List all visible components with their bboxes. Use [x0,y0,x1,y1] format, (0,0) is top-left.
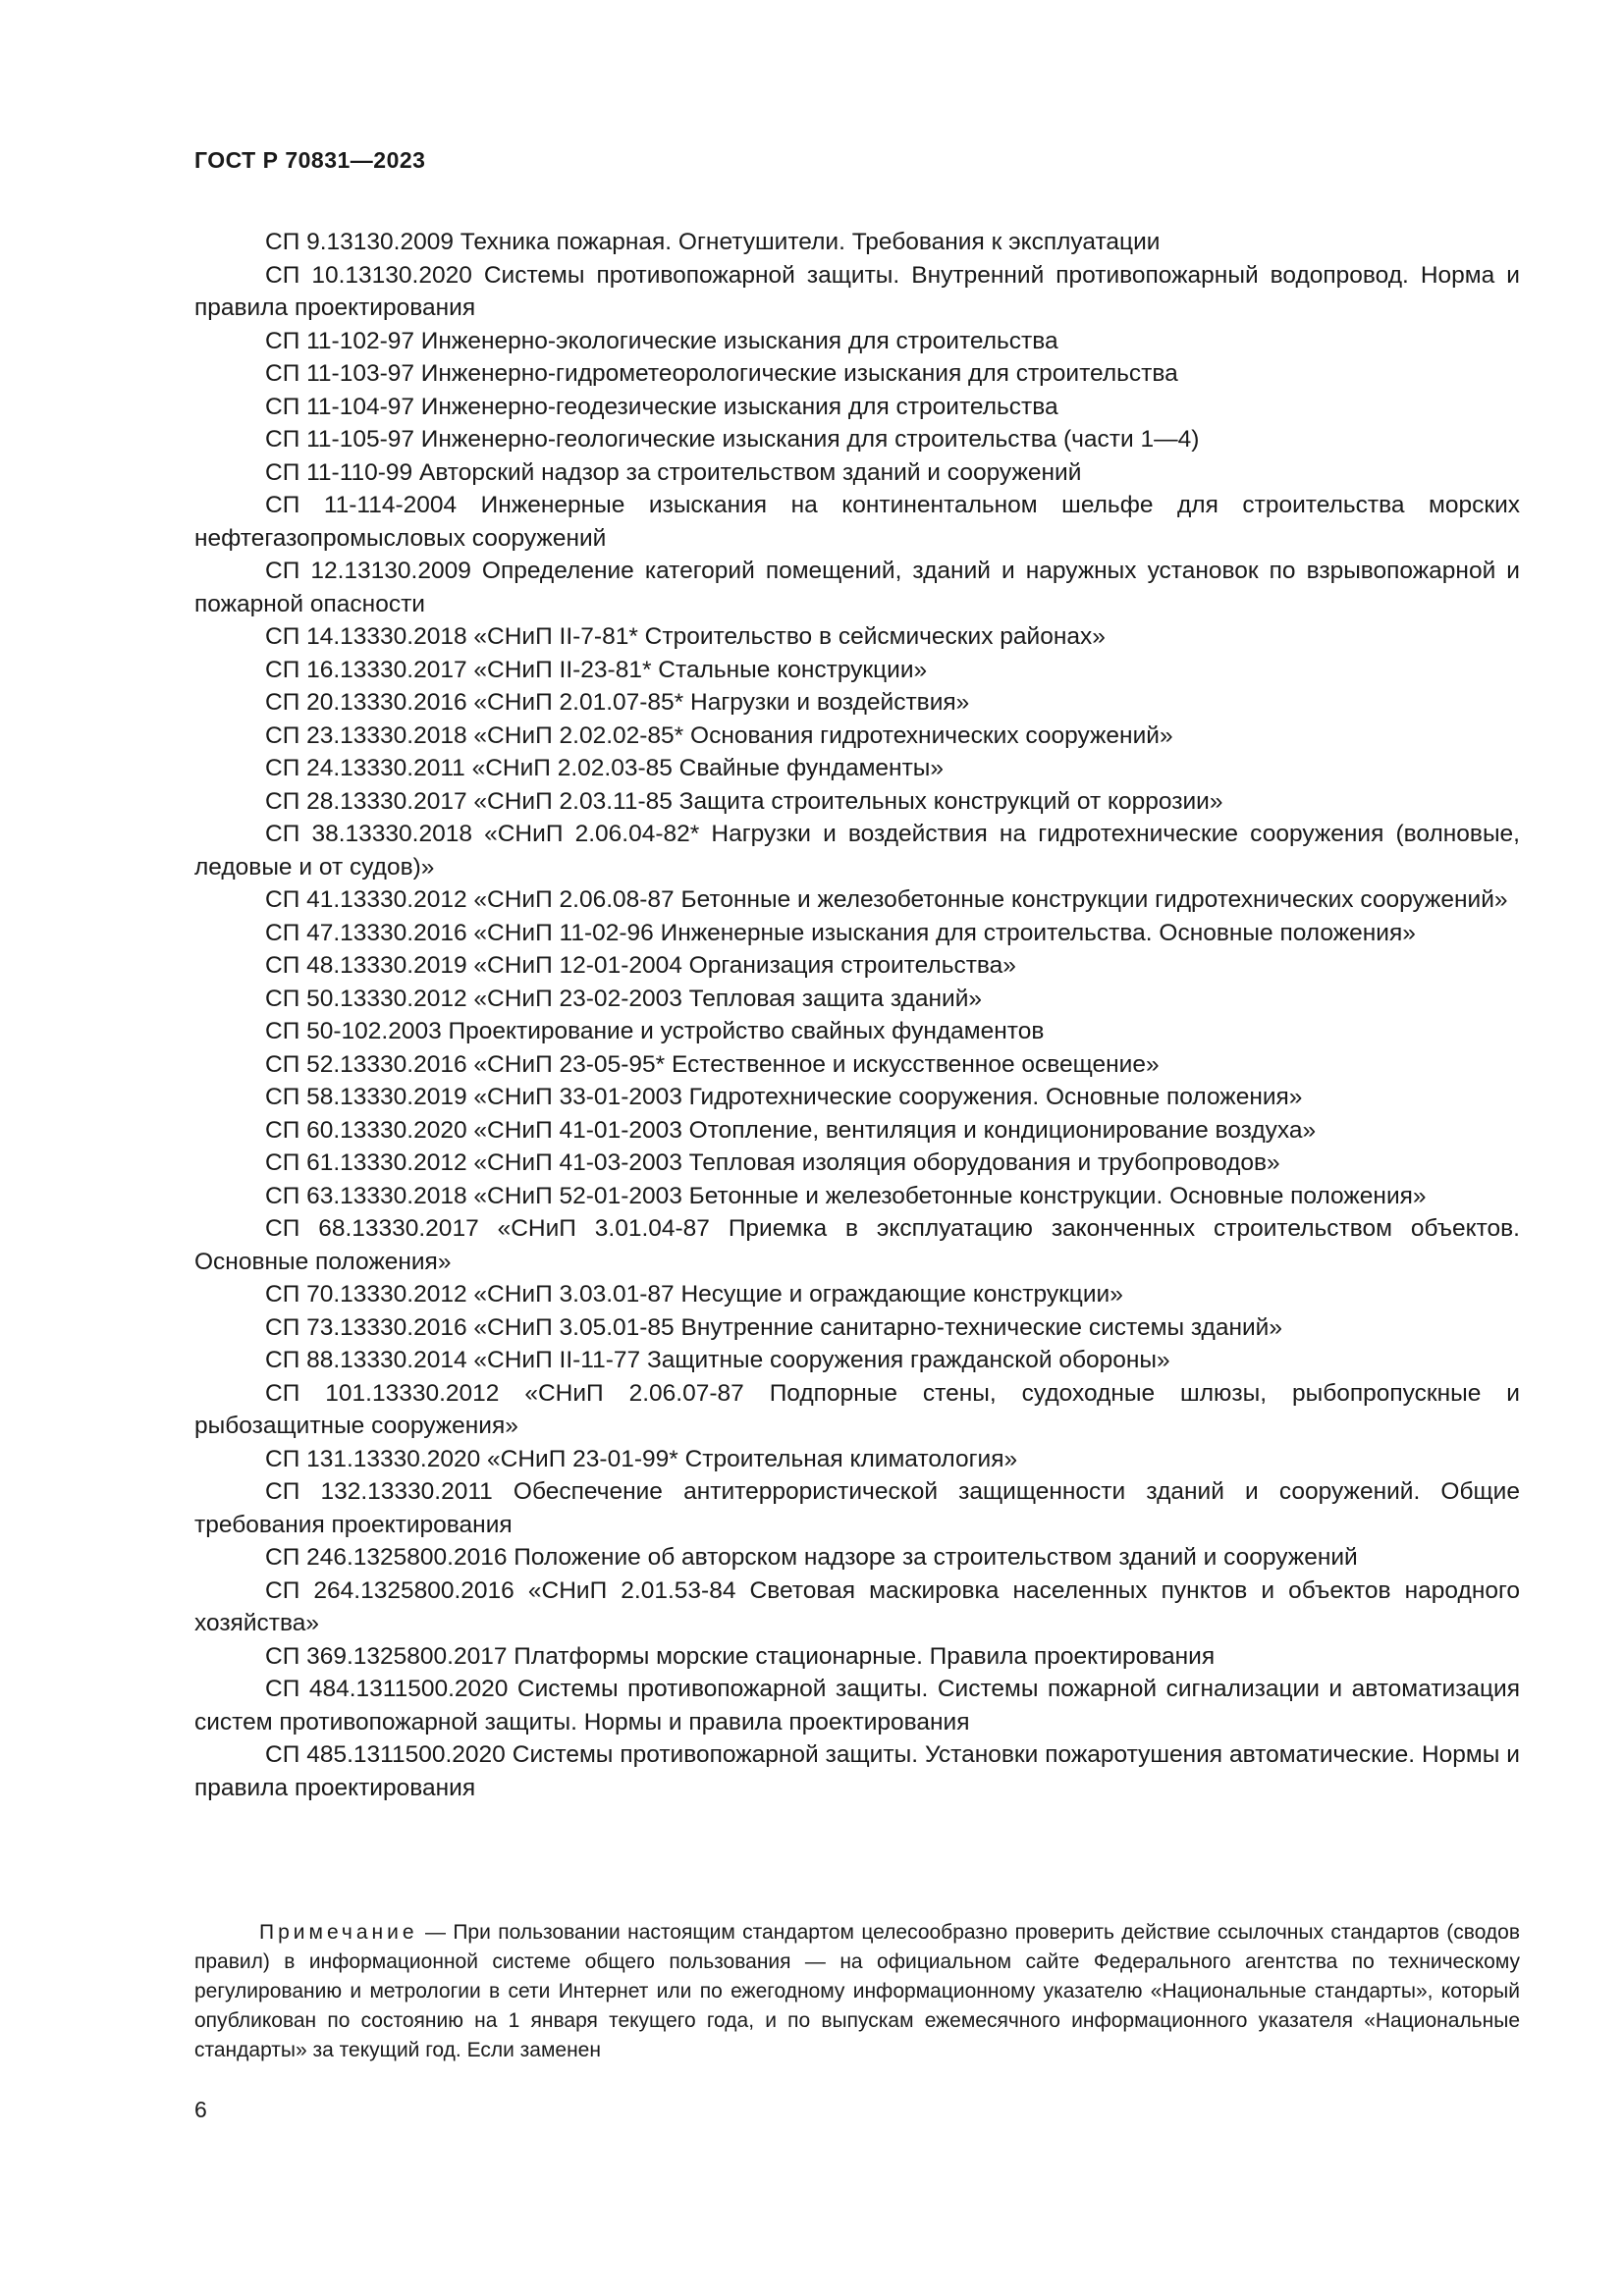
references-list [194,226,1520,1804]
reference-item: СП 11-110-99 Авторский надзор за строительством зданий и сооружений [265,458,1082,486]
reference-item: СП 28.13330.2017 «СНиП 2.03.11-85 Защита строительных конструкций от коррозии» [265,787,1223,815]
reference-item: СП 14.13330.2018 «СНиП II-7-81* Строительство в сейсмических районах» [265,623,1106,650]
reference-item: СП 11-105-97 Инженерно-геологические изыскания для строительства (части 1—4) [265,426,1200,453]
reference-item: СП 41.13330.2012 «СНиП 2.06.08-87 Бетонные и железобетонные конструкции гидротехнических сооружений» [265,886,1508,913]
reference-item: СП 20.13330.2016 «СНиП 2.01.07-85* Нагрузки и воздействия» [265,689,970,716]
page-number: 6 [194,2097,207,2122]
reference-item: СП 101.13330.2012 «СНиП 2.06.07-87 Подпорные стены, судоходные шлюзы, рыбопропускные и рыбозащитные сооружения» [194,1379,1520,1439]
reference-item: СП 48.13330.2019 «СНиП 12-01-2004 Организация строительства» [265,952,1016,979]
reference-item: СП 58.13330.2019 «СНиП 33-01-2003 Гидротехнические сооружения. Основные положения» [265,1084,1303,1110]
reference-item: СП 50.13330.2012 «СНиП 23-02-2003 Тепловая защита зданий» [265,985,982,1012]
reference-item: СП 73.13330.2016 «СНиП 3.05.01-85 Внутренние санитарно-технические системы зданий» [265,1313,1282,1341]
document-header: ГОСТ Р 70831—2023 [194,147,426,173]
reference-item: СП 68.13330.2017 «СНиП 3.01.04-87 Приемка в эксплуатацию законченных строительством объектов. Основные положения» [194,1215,1520,1275]
reference-item: СП 38.13330.2018 «СНиП 2.06.04-82* Нагрузки и воздействия на гидротехнические сооружения (волновые, ледовые и от судов)» [194,821,1520,881]
reference-item: СП 88.13330.2014 «СНиП II-11-77 Защитные сооружения гражданской обороны» [265,1347,1170,1373]
reference-item: СП 11-104-97 Инженерно-геодезические изыскания для строительства [265,393,1058,420]
reference-item: СП 12.13130.2009 Определение категорий помещений, зданий и наружных установок по взрывопожарной и пожарной опасности [194,558,1520,617]
reference-item: СП 11-102-97 Инженерно-экологические изыскания для строительства [265,327,1058,354]
note-paragraph [194,1918,1520,2065]
reference-item: СП 132.13330.2011 Обеспечение антитеррористической защищенности зданий и сооружений. Общие требования проектирования [194,1478,1520,1538]
reference-item: СП 50-102.2003 Проектирование и устройство свайных фундаментов [265,1018,1045,1044]
reference-item: СП 485.1311500.2020 Системы противопожарной защиты. Установки пожаротушения автоматические. Нормы и правила проектирования [194,1741,1520,1801]
reference-item: СП 23.13330.2018 «СНиП 2.02.02-85* Основания гидротехнических сооружений» [265,721,1173,749]
reference-item: СП 131.13330.2020 «СНиП 23-01-99* Строительная климатология» [265,1445,1018,1472]
reference-item: СП 61.13330.2012 «СНиП 41-03-2003 Тепловая изоляция оборудования и трубопроводов» [265,1149,1280,1176]
note-text: — При пользовании настоящим стандартом целесообразно проверить действие ссылочных стандартов (сводов правил) в информационной системе общего пользования — на официальном сайте Федерального агентства по техническому регулированию и метрологии в сети Интернет или по ежегодному информационному указателю «Национальные стандарты», который опубликован по состоянию на 1 января текущего года, и по выпускам ежемесячного информационного указателя «Национальные стандарты» за текущий год. Если заменен [194,1921,1520,2061]
reference-item: СП 52.13330.2016 «СНиП 23-05-95* Естественное и искусственное освещение» [265,1050,1160,1078]
reference-item: СП 47.13330.2016 «СНиП 11-02-96 Инженерные изыскания для строительства. Основные положения» [265,919,1416,946]
reference-item: СП 24.13330.2011 «СНиП 2.02.03-85 Свайные фундаменты» [265,755,945,781]
note-label: Примечание [259,1921,418,1944]
reference-item: СП 246.1325800.2016 Положение об авторском надзоре за строительством зданий и сооружений [265,1544,1358,1571]
reference-item: СП 484.1311500.2020 Системы противопожарной защиты. Системы пожарной сигнализации и автоматизация систем противопожарной защиты. Нормы и правила проектирования [194,1676,1520,1735]
reference-item: СП 16.13330.2017 «СНиП II-23-81* Стальные конструкции» [265,656,928,683]
reference-item: СП 11-114-2004 Инженерные изыскания на континентальном шельфе для строительства морских нефтегазопромысловых сооружений [194,492,1520,552]
reference-item: СП 264.1325800.2016 «СНиП 2.01.53-84 Световая маскировка населенных пунктов и объектов народного хозяйства» [194,1576,1520,1636]
reference-item: СП 369.1325800.2017 Платформы морские стационарные. Правила проектирования [265,1642,1216,1670]
reference-item: СП 60.13330.2020 «СНиП 41-01-2003 Отопление, вентиляция и кондиционирование воздуха» [265,1116,1317,1144]
reference-item: СП 10.13130.2020 Системы противопожарной защиты. Внутренний противопожарный водопровод. Норма и правила проектирования [194,261,1520,321]
reference-item: СП 70.13330.2012 «СНиП 3.03.01-87 Несущие и ограждающие конструкции» [265,1281,1123,1308]
reference-item: СП 9.13130.2009 Техника пожарная. Огнетушители. Требования к эксплуатации [265,229,1161,255]
reference-item: СП 11-103-97 Инженерно-гидрометеорологические изыскания для строительства [265,360,1178,387]
reference-item: СП 63.13330.2018 «СНиП 52-01-2003 Бетонные и железобетонные конструкции. Основные положения» [265,1182,1427,1209]
